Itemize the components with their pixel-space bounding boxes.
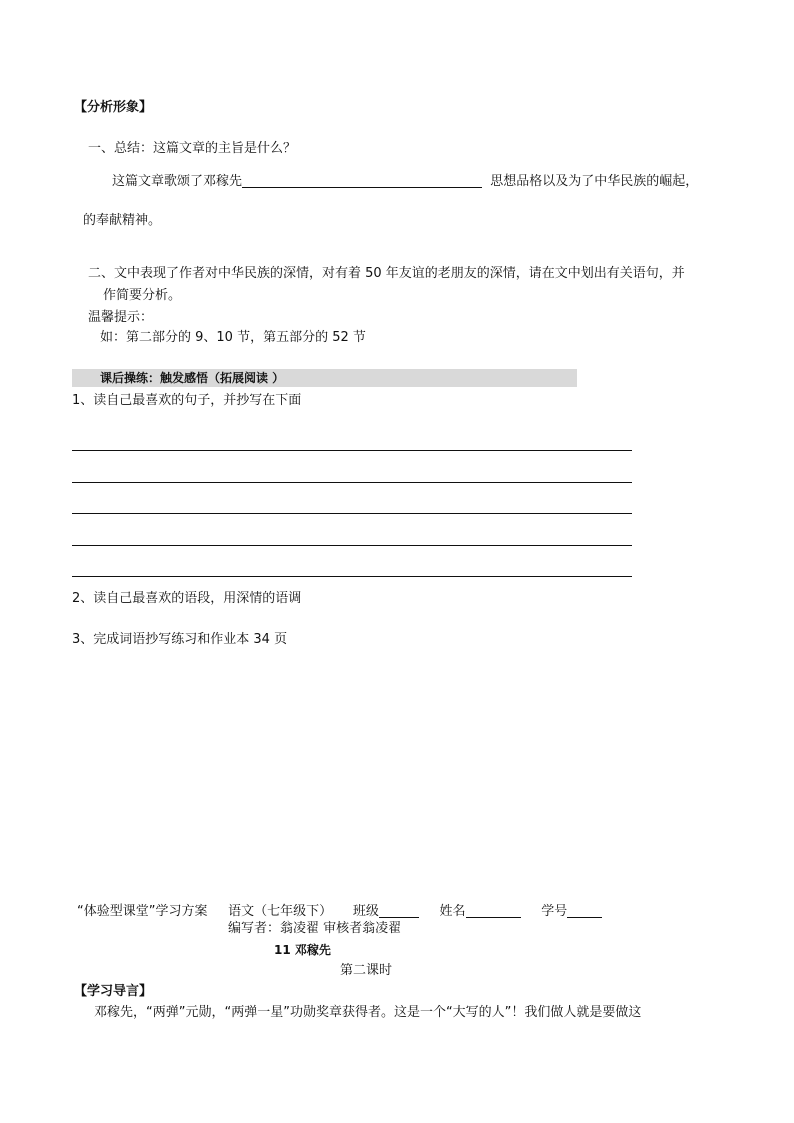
answer-suffix: 思想品格以及为了中华民族的崛起， [490,174,699,189]
writing-line[interactable] [72,576,632,577]
number-field[interactable] [567,903,602,918]
authors-line: 编写者：翁凌翟 审核者翁凌翟 [228,921,402,936]
answer-prefix: 这篇文章歌颂了邓稼先 [112,174,243,189]
writing-line[interactable] [72,450,632,451]
exercise-item-2: 2、读自己最喜欢的语段，用深情的语调 [72,591,302,606]
intro-text: 邓稼先，“两弹”元勋，“两弹一星”功勋奖章获得者。这是一个“大写的人”！我们做人就是要做这 [94,1005,642,1020]
tip-label: 温馨提示： [88,310,154,325]
section-title-analysis: 【分析形象】 [74,100,153,115]
fill-blank[interactable] [242,173,482,188]
class-label: 班级 [352,904,379,919]
exercise-item-1: 1、读自己最喜欢的句子，并抄写在下面 [72,393,302,408]
plan-title: “体验型课堂”学习方案 [77,904,208,919]
exercise-item-3: 3、完成词语抄写练习和作业本 34 页 [72,632,288,647]
name-field[interactable] [466,903,521,918]
writing-line[interactable] [72,513,632,514]
after-class-banner: 课后操练：触发感悟（拓展阅读 ） [100,371,285,385]
class-field[interactable] [379,903,419,918]
question-1-continuation: 的奉献精神。 [83,213,162,228]
lesson-title: 11 邓稼先 [274,943,331,957]
period-label: 第二课时 [340,963,393,978]
name-label: 姓名 [439,904,466,919]
writing-line[interactable] [72,545,632,546]
question-1-answer-line [112,173,698,188]
writing-line[interactable] [72,482,632,483]
section-title-intro: 【学习导言】 [74,984,153,999]
question-2-line-1: 二、文中表现了作者对中华民族的深情，对有着 50 年友谊的老朋友的深情，请在文中划出有关语句，并 [88,266,685,281]
question-1: 一、总结：这篇文章的主旨是什么？ [88,141,297,156]
question-2-line-2: 作简要分析。 [103,288,182,303]
tip-text: 如：第二部分的 9、10 节，第五部分的 52 节 [100,330,366,345]
document-header [77,903,602,918]
subject: 语文（七年级下） [228,904,333,919]
number-label: 学号 [541,904,568,919]
